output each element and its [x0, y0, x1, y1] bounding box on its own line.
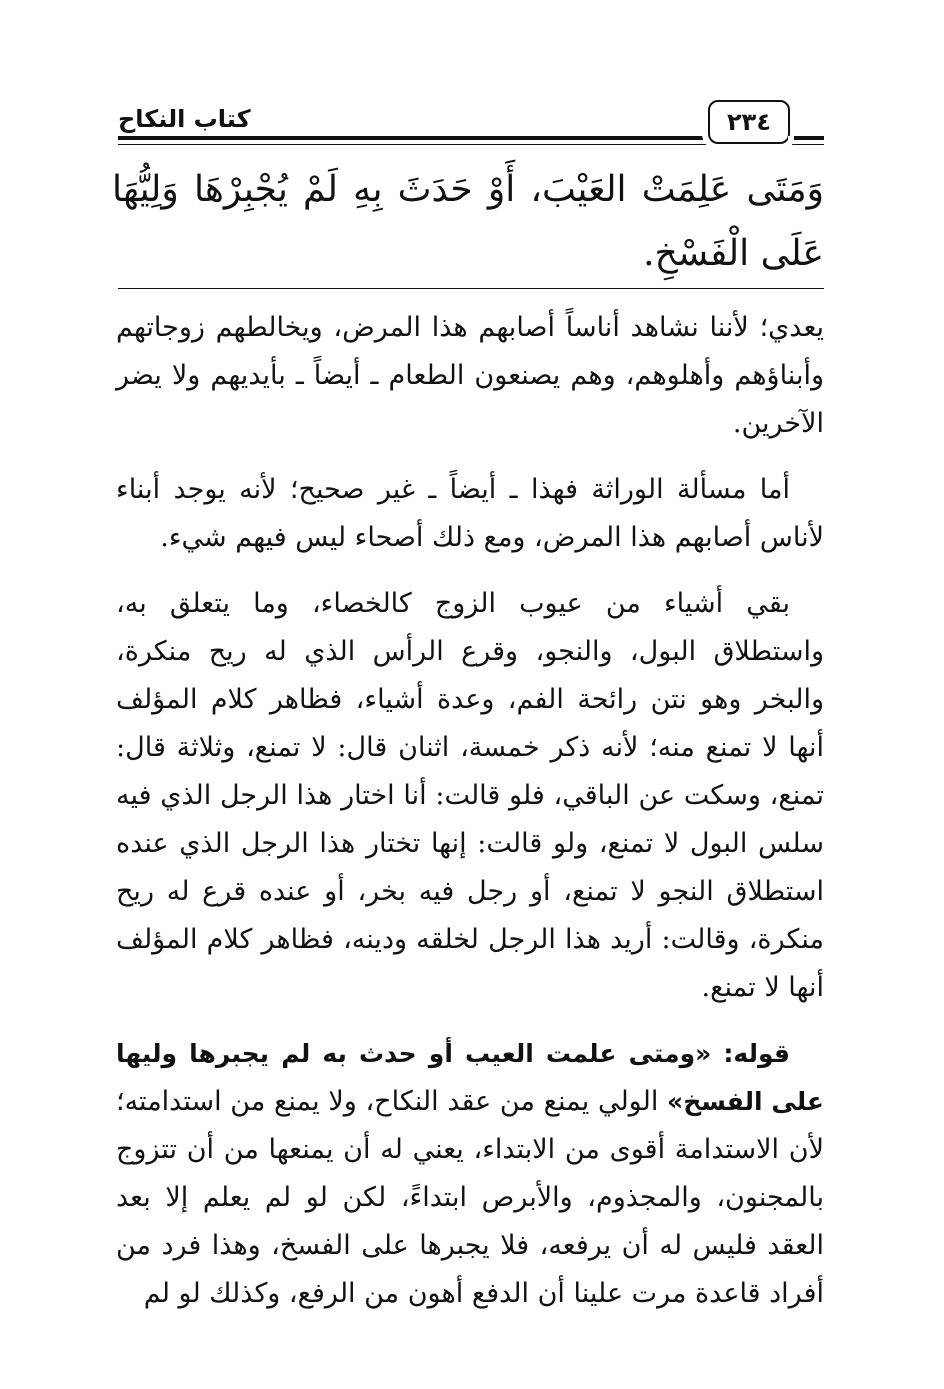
- qawl-paragraph: [116, 1030, 824, 1318]
- qawl-heading: قوله: «ومتى علمت العيب أو حدث به لم يجبرها وليها على الفسخ»: [116, 1039, 824, 1116]
- page-number: ٢٣٤: [708, 100, 790, 144]
- qawl-text: الولي يمنع من عقد النكاح، ولا يمنع من استدامته؛ لأن الاستدامة أقوى من الابتداء، يعني له أن يمنعها من أن تتزوج بالمجنون، والمجذوم، والأبرص ابتداءً، لكن لو لم يعلم إلا بعد العقد فليس له أن يرفعه، فلا يجبرها على الفسخ، وهذا فرد من أفراد قاعدة مرت علينا أن الدفع أهون من الرفع، وكذلك لو لم: [116, 1086, 824, 1309]
- header-rule-thin: [118, 144, 824, 145]
- commentary: [116, 304, 824, 1336]
- paragraph: بقي أشياء من عيوب الزوج كالخصاء، وما يتعلق به، واستطلاق البول، والنجو، وقرع الرأس الذي له ريح منكرة، والبخر وهو نتن رائحة الفم، وعدة أشياء، فظاهر كلام المؤلف أنها لا تمنع منه؛ لأنه ذكر خمسة، اثنان قال: لا تمنع، وثلاثة قال: تمنع، وسكت عن الباقي، فلو قالت: أنا اختار هذا الرجل الذي فيه سلس البول لا تمنع، ولو قالت: إنها تختار هذا الرجل الذي عنده استطلاق النجو لا تمنع، أو رجل فيه بخر، أو عنده قرع له ريح منكرة، وقالت: أريد هذا الرجل لخلقه ودينه، فظاهر كلام المؤلف أنها لا تمنع.: [116, 588, 824, 1003]
- matn-divider: [118, 288, 824, 289]
- paragraph: أما مسألة الوراثة فهذا ـ أيضاً ـ غير صحيح؛ لأنه يوجد أبناء لأناس أصابهم هذا المرض، ومع ذلك أصحاء ليس فيهم شيء.: [116, 474, 824, 553]
- matn-text: وَمَتَى عَلِمَتْ العَيْبَ، أَوْ حَدَثَ بِهِ لَمْ يُجْبِرْهَا وَلِيُّهَا عَلَى الْفَسْخِ.: [112, 169, 824, 274]
- header-rule-end: [788, 136, 824, 144]
- book-title: كتاب النكاح: [118, 104, 265, 134]
- paragraph: يعدي؛ لأننا نشاهد أناساً أصابهم هذا المرض، ويخالطهم زوجاتهم وأبناؤهم وأهلوهم، وهم يصنعون الطعام ـ أيضاً ـ بأيديهم ولا يضر الآخرين.: [116, 312, 824, 439]
- page-header: [118, 98, 824, 148]
